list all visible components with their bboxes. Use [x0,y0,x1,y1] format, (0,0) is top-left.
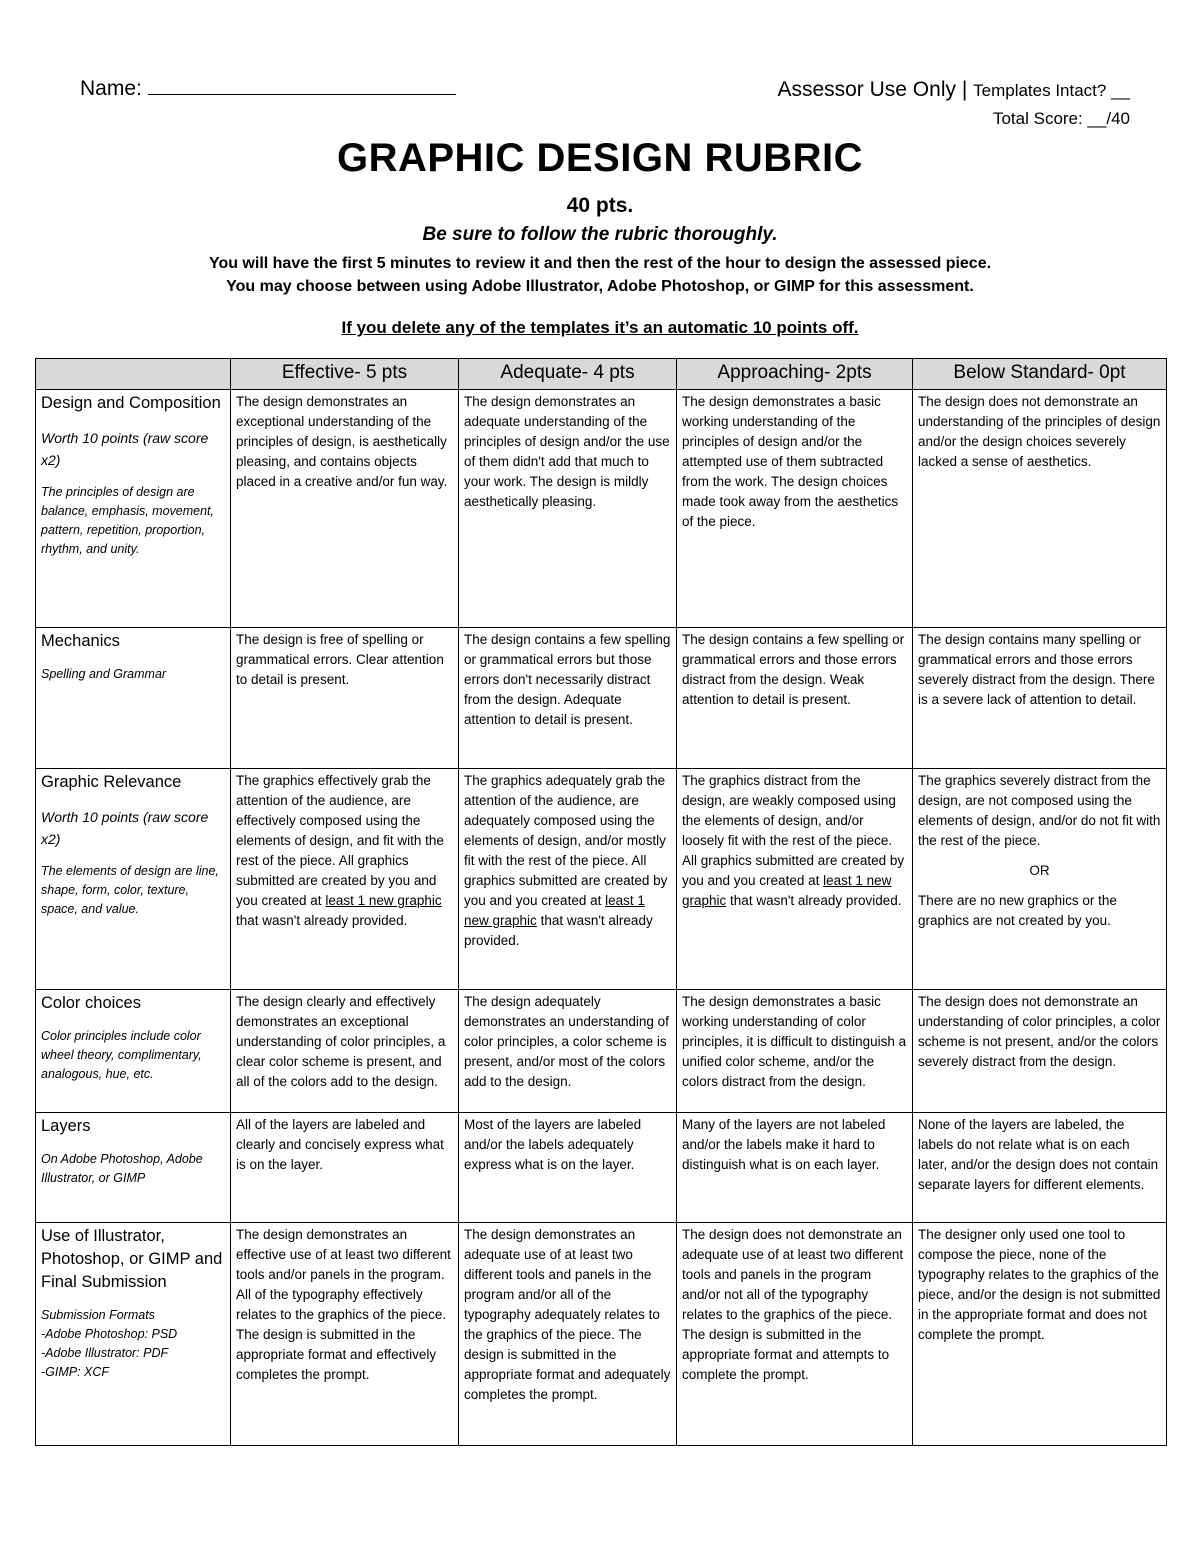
points-total: 40 pts. [566,194,634,217]
underlined-text: least 1 new graphic [464,893,645,928]
below-standard-cell: The design does not demonstrate an understanding of the principles of design and/or the design choices severely lacked a sense of aesthetics. [913,390,1167,628]
effective-cell: The design is free of spelling or grammatical errors. Clear attention to detail is present. [231,628,459,769]
name-field[interactable] [80,76,456,101]
page-title: GRAPHIC DESIGN RUBRIC [336,136,864,180]
approaching-cell: The design demonstrates a basic working understanding of the principles of design and/or the attempted use of them subtracted from the work. The design choices made took away from the aesthetics of the piece. [677,390,913,628]
adequate-cell: Most of the layers are labeled and/or the labels adequately express what is on the layer. [459,1113,677,1223]
table-row [36,990,1167,1113]
effective-cell: All of the layers are labeled and clearly and concisely express what is on the layer. [231,1113,459,1223]
cell-text: that wasn't already provided. [236,913,408,928]
rubric-table [35,358,1167,1446]
template-warning: If you delete any of the templates it’s an automatic 10 points off. [341,318,859,337]
adequate-cell: The design demonstrates an adequate use of at least two different tools and panels in the program and/or all of the typography adequately relates to the graphics of the piece. The design is submitted in the appropriate format and adequately completes the prompt. [459,1223,677,1446]
approaching-cell [677,769,913,990]
category-name: Color choices [41,994,141,1012]
column-header-adequate: Adequate- 4 pts [459,359,677,390]
assessor-label: Assessor Use Only | [777,78,968,101]
category-cell [36,990,231,1113]
cell-text: The graphics adequately grab the attention of the audience, are adequately composed using the elements of design, and/or mostly fit with the rest of the piece. All graphics submitted are created by you and you created at [464,773,668,908]
column-header-effective: Effective- 5 pts [231,359,459,390]
cell-text: There are no new graphics or the graphics are not created by you. [918,893,1117,928]
submission-format-pdf: -Adobe Illustrator: PDF [41,1346,169,1360]
category-name: Layers [41,1117,91,1135]
submission-formats-title: Submission Formats [41,1308,155,1322]
category-cell [36,1223,231,1446]
submission-format-psd: -Adobe Photoshop: PSD [41,1327,178,1341]
below-standard-cell: The designer only used one tool to compose the piece, none of the typography relates to the graphics of the piece, and/or the design is not submitted in the appropriate format and does not complete the prompt. [913,1223,1167,1446]
category-note: The elements of design are line, shape, form, color, texture, space, and value. [41,864,219,916]
name-line[interactable] [148,76,456,95]
below-standard-cell: The design does not demonstrate an understanding of color principles, a color scheme is not present, and/or the colors severely distract from the design. [913,990,1167,1113]
adequate-cell: The design demonstrates an adequate understanding of the principles of design and/or the use of them didn't add that much to your work. The design is mildly aesthetically pleasing. [459,390,677,628]
cell-text: The graphics severely distract from the design, are not composed using the elements of design, and/or do not fit with the rest of the piece. [918,773,1161,848]
follow-note: Be sure to follow the rubric thoroughly. [422,224,778,245]
approaching-cell: The design demonstrates a basic working understanding of color principles, it is difficult to distinguish a unified color scheme, and/or the colors distract from the design. [677,990,913,1113]
column-header-blank [36,359,231,390]
underlined-text: least 1 new graphic [682,873,892,908]
below-standard-cell: The design contains many spelling or grammatical errors and those errors severely distract from the design. There is a severe lack of attention to detail. [913,628,1167,769]
table-row [36,1113,1167,1223]
below-standard-cell: None of the layers are labeled, the labels do not relate what is on each later, and/or the design does not contain separate layers for different elements. [913,1113,1167,1223]
table-row [36,628,1167,769]
instructions [0,252,1200,298]
category-name: Design and Composition [41,394,221,412]
total-score-label: Total Score: __/40 [992,109,1130,128]
category-note: On Adobe Photoshop, Adobe Illustrator, or GIMP [41,1152,203,1185]
templates-intact-label: Templates Intact? __ [973,81,1130,100]
category-note: Color principles include color wheel theory, complimentary, analogous, hue, etc. [41,1029,202,1081]
adequate-cell: The design adequately demonstrates an understanding of color principles, a color scheme is present, and/or most of the colors add to the design. [459,990,677,1113]
cell-text: that wasn't already provided. [730,893,902,908]
category-cell [36,390,231,628]
cell-text: The graphics effectively grab the attention of the audience, are effectively composed using the elements of design, and fit with the rest of the piece. All graphics submitted are created by you and you created at [236,773,444,908]
column-header-below-standard: Below Standard- 0pt [913,359,1167,390]
instruction-2: You may choose between using Adobe Illustrator, Adobe Photoshop, or GIMP for this assessment. [226,278,974,295]
submission-format-xcf: -GIMP: XCF [41,1365,110,1379]
underlined-text: least 1 new graphic [325,893,442,908]
instruction-1: You will have the first 5 minutes to review it and then the rest of the hour to design the assessed piece. [208,255,992,272]
adequate-cell: The design contains a few spelling or grammatical errors but those errors don't necessarily distract from the design. Adequate attention to detail is present. [459,628,677,769]
column-header-approaching: Approaching- 2pts [677,359,913,390]
category-name: Use of Illustrator, Photoshop, or GIMP and Final Submission [41,1227,223,1291]
effective-cell: The design clearly and effectively demonstrates an exceptional understanding of color principles, a clear color scheme is present, and all of the colors add to the design. [231,990,459,1113]
category-worth: Worth 10 points (raw score x2) [41,809,209,847]
effective-cell: The design demonstrates an exceptional understanding of the principles of design, is aesthetically pleasing, and contains objects placed in a creative and/or fun way. [231,390,459,628]
header-row [36,359,1167,390]
category-cell [36,769,231,990]
or-text: OR [1029,863,1050,878]
cell-text: that wasn't already provided. [464,913,653,948]
table-row [36,1223,1167,1446]
cell-text: The graphics distract from the design, are weakly composed using the elements of design, and/or loosely fit with the rest of the piece. All graphics submitted are created by you and you created at [682,773,905,888]
category-cell [36,1113,231,1223]
adequate-cell [459,769,677,990]
category-worth: Worth 10 points (raw score x2) [41,430,209,468]
category-name: Mechanics [41,632,120,650]
effective-cell: The design demonstrates an effective use of at least two different tools and/or panels in the program. All of the typography effectively relates to the graphics of the piece. The design is submitted in the appropriate format and effectively completes the prompt. [231,1223,459,1446]
effective-cell [231,769,459,990]
approaching-cell: The design contains a few spelling or grammatical errors and those errors distract from the design. Weak attention to detail is present. [677,628,913,769]
category-note: Spelling and Grammar [41,667,167,681]
table-row [36,769,1167,990]
table-row [36,390,1167,628]
name-label: Name: [80,77,142,100]
category-name: Graphic Relevance [41,773,182,791]
assessor-box [777,76,1130,133]
approaching-cell: The design does not demonstrate an adequate use of at least two different tools and panels in the program and/or not all of the typography relates to the graphics of the piece. The design is submitted in the appropriate format and attempts to complete the prompt. [677,1223,913,1446]
category-note: The principles of design are balance, emphasis, movement, pattern, repetition, proportion, rhythm, and unity. [41,485,215,556]
category-cell [36,628,231,769]
below-standard-cell [913,769,1167,990]
approaching-cell: Many of the layers are not labeled and/or the labels make it hard to distinguish what is on each layer. [677,1113,913,1223]
